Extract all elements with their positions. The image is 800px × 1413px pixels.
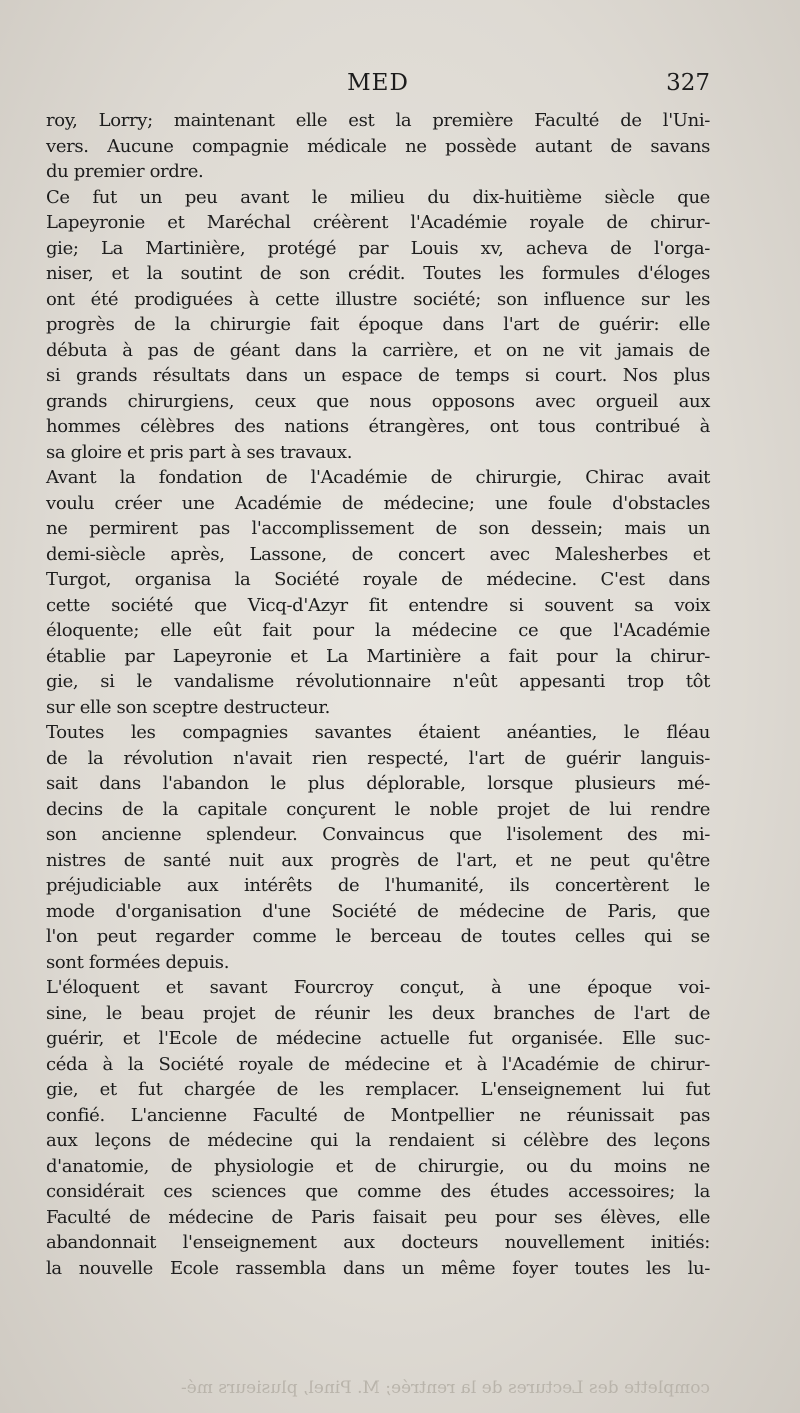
text-line: gie, et fut chargée de les remplacer. L'enseignement lui fut (46, 1079, 710, 1100)
text-line: nistres de santé nuit aux progrès de l'art, et ne peut qu'être (46, 849, 710, 871)
text-line: Faculté de médecine de Paris faisait peu pour ses élèves, elle (46, 1206, 710, 1228)
page-number: 327 (666, 70, 710, 96)
text-line: ont été prodiguées à cette illustre société; son influence sur les (46, 288, 710, 310)
text-line: céda à la Société royale de médecine et à l'Académie de chirur- (46, 1053, 710, 1075)
text-line: d'anatomie, de physiologie et de chirurgie, ou du moins ne (46, 1155, 710, 1177)
text-line: Toutes les compagnies savantes étaient anéanties, le fléau (46, 722, 710, 743)
text-line: établie par Lapeyronie et La Martinière a fait pour la chirur- (46, 645, 710, 667)
text-line: hommes célèbres des nations étrangères, ont tous contribué à (46, 416, 710, 437)
text-line: sur elle son sceptre destructeur. (46, 696, 330, 718)
text-line: sa gloire et pris part à ses travaux. (46, 441, 353, 463)
text-line: sait dans l'abandon le plus déplorable, lorsque plusieurs mé- (46, 773, 710, 794)
text-line: débuta à pas de géant dans la carrière, et on ne vit jamais de (46, 339, 710, 361)
text-line: du premier ordre. (46, 161, 204, 182)
text-line: l'on peut regarder comme le berceau de toutes celles qui se (46, 926, 710, 947)
text-line: ne permirent pas l'accomplissement de son dessein; mais un (46, 518, 710, 539)
text-line: Lapeyronie et Maréchal créèrent l'Académie royale de chirur- (46, 212, 710, 233)
text-line: cette société que Vicq-d'Azyr fit entendre si souvent sa voix (46, 594, 710, 616)
text-line: de la révolution n'avait rien respecté, l'art de guérir languis- (46, 747, 710, 769)
text-line: sine, le beau projet de réunir les deux branches de l'art de (46, 1002, 710, 1024)
text-line: progrès de la chirurgie fait époque dans l'art de guérir: elle (46, 314, 710, 335)
text-line: gie, si le vandalisme révolutionnaire n'eût appesanti trop tôt (46, 671, 710, 692)
text-line: considérait ces sciences que comme des études accessoires; la (46, 1181, 710, 1202)
text-line: Ce fut un peu avant le milieu du dix-huitième siècle que (46, 186, 710, 208)
text-line: voulu créer une Académie de médecine; une foule d'obstacles (46, 492, 710, 514)
page-header (46, 64, 710, 104)
bleed-through-text: complette des Lectures de la rentrée; M. Pinel, plusieurs mé- (180, 1378, 710, 1398)
text-line: gie; La Martinière, protégé par Louis xv, acheva de l'orga- (46, 237, 710, 259)
text-line: grands chirurgiens, ceux que nous opposons avec orgueil aux (46, 390, 710, 412)
text-line: préjudiciable aux intérêts de l'humanité, ils concertèrent le (46, 875, 710, 896)
text-line: Turgot, organisa la Société royale de médecine. C'est dans (46, 569, 710, 590)
text-line: abandonnait l'enseignement aux docteurs nouvellement initiés: (46, 1232, 710, 1253)
text-line: Avant la fondation de l'Académie de chirurgie, Chirac avait (46, 467, 710, 488)
text-line: L'éloquent et savant Fourcroy conçut, à une époque voi- (46, 977, 710, 998)
text-line: sont formées depuis. (46, 951, 230, 973)
text-line: confié. L'ancienne Faculté de Montpellier ne réunissait pas (46, 1104, 710, 1126)
text-line: si grands résultats dans un espace de temps si court. Nos plus (46, 365, 710, 386)
text-line: decins de la capitale conçurent le noble projet de lui rendre (46, 798, 710, 820)
text-line: niser, et la soutint de son crédit. Toutes les formules d'éloges (46, 263, 710, 284)
text-line: guérir, et l'Ecole de médecine actuelle fut organisée. Elle suc- (46, 1028, 710, 1049)
text-line: la nouvelle Ecole rassembla dans un même foyer toutes les lu- (46, 1257, 710, 1279)
running-head: MED (347, 70, 409, 96)
text-line: aux leçons de médecine qui la rendaient si célèbre des leçons (46, 1130, 710, 1151)
text-line: demi-siècle après, Lassone, de concert avec Malesherbes et (46, 543, 710, 565)
body-text (46, 108, 710, 1281)
text-line: son ancienne splendeur. Convaincus que l'isolement des mi- (46, 824, 710, 845)
text-line: vers. Aucune compagnie médicale ne possède autant de savans (46, 135, 710, 157)
text-line: éloquente; elle eût fait pour la médecine ce que l'Académie (46, 620, 710, 641)
text-line: roy, Lorry; maintenant elle est la première Faculté de l'Uni- (46, 110, 710, 131)
text-line: mode d'organisation d'une Société de médecine de Paris, que (46, 900, 710, 922)
